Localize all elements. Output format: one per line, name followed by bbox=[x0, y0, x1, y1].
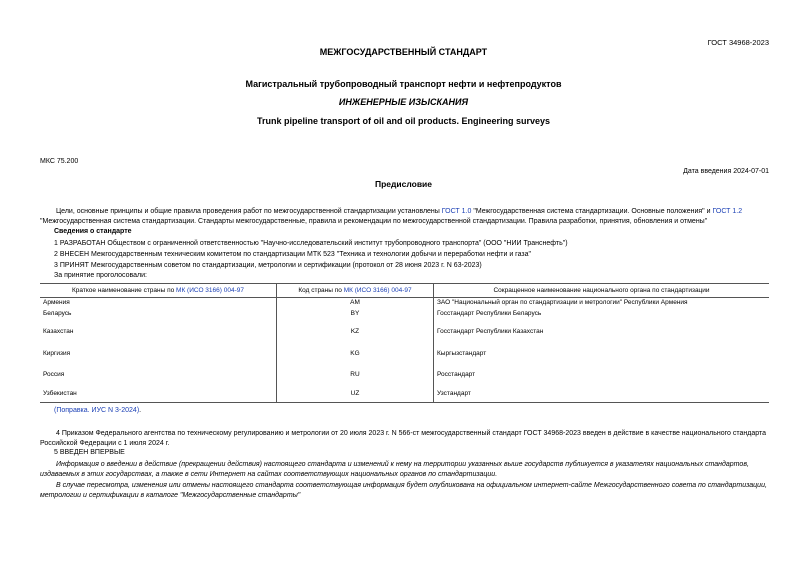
country-cell: Киргизия bbox=[43, 349, 71, 357]
country-cell: Армения bbox=[43, 299, 70, 306]
introduction-date: Дата введения 2024-07-01 bbox=[683, 168, 769, 175]
country-cell: Беларусь bbox=[43, 309, 72, 317]
country-cell: Россия bbox=[43, 370, 65, 378]
gost-1-2-link[interactable]: ГОСТ 1.2 bbox=[712, 208, 743, 215]
document-title-ru: Магистральный трубопроводный транспорт нефти и нефтепродуктов bbox=[245, 79, 562, 89]
authority-cell: ЗАО "Национальный орган по стандартизации и метрологии" Республики Армения bbox=[434, 298, 770, 309]
info-note: Информация о введении в действие (прекращении действия) настоящего стандарта и изменений к нему на территории указанных выше государств публикуется в указателях национальных стандартов, издаваемых в этих государствах, а также в сети Интернет на сайтах соответствующих национальных органов по стандартизации. bbox=[40, 461, 749, 478]
para1-text-start: Цели, основные принципы и общие правила проведения работ по межгосударственной стандартизации установлены bbox=[56, 208, 442, 215]
table-row bbox=[40, 327, 769, 349]
gost-code: ГОСТ 34968-2023 bbox=[707, 38, 769, 47]
preface-paragraph-1 bbox=[40, 207, 770, 227]
item-5-first-introduced: 5 ВВЕДЕН ВПЕРВЫЕ bbox=[54, 449, 125, 456]
code-cell: UZ bbox=[277, 389, 434, 403]
table-row bbox=[40, 389, 769, 403]
authority-cell: Узстандарт bbox=[434, 389, 770, 403]
table-row bbox=[40, 370, 769, 389]
header-text: Краткое наименование страны по bbox=[72, 287, 177, 294]
code-cell: RU bbox=[277, 370, 434, 389]
table-header-authority bbox=[434, 284, 770, 298]
country-cell: Казахстан bbox=[43, 327, 74, 335]
code-cell: KZ bbox=[277, 327, 434, 349]
preface-heading: Предисловие bbox=[374, 179, 433, 189]
para1-text-mid: "Межгосударственная система стандартизации. Основные положения" и bbox=[471, 208, 713, 215]
mk-iso-link[interactable]: МК (ИСО 3166) 004-97 bbox=[343, 287, 412, 294]
mk-iso-link[interactable]: МК (ИСО 3166) 004-97 bbox=[176, 287, 244, 294]
amendment-link[interactable]: (Поправка. ИУС N 3-2024) bbox=[54, 407, 140, 414]
para1-text-end: "Межгосударственная система стандартизации. Стандарты межгосударственные, правила и рекомендации по межгосударственной стандартизации. Правила разработки, принятия, обновления и отмены" bbox=[40, 218, 708, 225]
document-title-en: Trunk pipeline transport of oil and oil products. Engineering surveys bbox=[256, 116, 551, 126]
table-row bbox=[40, 349, 769, 370]
table-header-row bbox=[40, 284, 769, 298]
countries-table bbox=[40, 283, 769, 403]
code-cell: AM bbox=[277, 298, 434, 309]
amendment-note bbox=[54, 407, 141, 414]
item-developed: 1 РАЗРАБОТАН Обществом с ограниченной ответственностью "Научно-исследовательский институт трубопроводного транспорта" (ООО "НИИ Транснефть") bbox=[54, 240, 568, 247]
gost-1-0-link[interactable]: ГОСТ 1.0 bbox=[441, 208, 472, 215]
header-text: Сокращенное наименование национального органа по стандартизации bbox=[493, 287, 710, 294]
authority-cell: Росстандарт bbox=[434, 370, 770, 389]
authority-cell: Госстандарт Республики Беларусь bbox=[434, 309, 770, 327]
item-adopted: 3 ПРИНЯТ Межгосударственным советом по стандартизации, метрологии и сертификации (протокол от 28 июня 2023 г. N 63-2023) bbox=[54, 262, 482, 269]
amendment-period: . bbox=[139, 407, 142, 414]
voted-label: За принятие проголосовали: bbox=[54, 272, 147, 279]
table-row bbox=[40, 309, 769, 327]
mks-code: МКС 75.200 bbox=[40, 158, 79, 165]
authority-cell: Кыргызстандарт bbox=[434, 349, 770, 370]
header-text: Код страны по bbox=[298, 287, 344, 294]
table-header-country bbox=[40, 284, 277, 298]
code-cell: KG bbox=[277, 349, 434, 370]
document-subtitle-ru: ИНЖЕНЕРНЫЕ ИЗЫСКАНИЯ bbox=[338, 97, 469, 107]
authority-cell: Госстандарт Республики Казахстан bbox=[434, 327, 770, 349]
country-cell: Узбекистан bbox=[40, 389, 277, 403]
standard-type-title: МЕЖГОСУДАРСТВЕННЫЙ СТАНДАРТ bbox=[319, 47, 488, 57]
item-4-order: 4 Приказом Федерального агентства по техническому регулированию и метрологии от 20 июля 2023 г. N 566-ст межгосударственный стандарт ГОСТ 34968-2023 введен в действие в качестве национального стандарта Российской Федерации с 1 июля 2024 г. bbox=[40, 430, 766, 447]
standard-info-heading: Сведения о стандарте bbox=[54, 228, 132, 235]
revision-note: В случае пересмотра, изменения или отмены настоящего стандарта соответствующая информация будет опубликована на официальном интернет-сайте Межгосударственного совета по стандартизации, метрологии и сертификации в каталоге "Межгосударственные стандарты" bbox=[40, 482, 767, 499]
table-row bbox=[40, 298, 769, 309]
item-submitted: 2 ВНЕСЕН Межгосударственным техническим комитетом по стандартизации МТК 523 "Техника и технологии добычи и переработки нефти и газа" bbox=[54, 251, 531, 258]
table-header-code bbox=[277, 284, 434, 298]
code-cell: BY bbox=[277, 309, 434, 327]
